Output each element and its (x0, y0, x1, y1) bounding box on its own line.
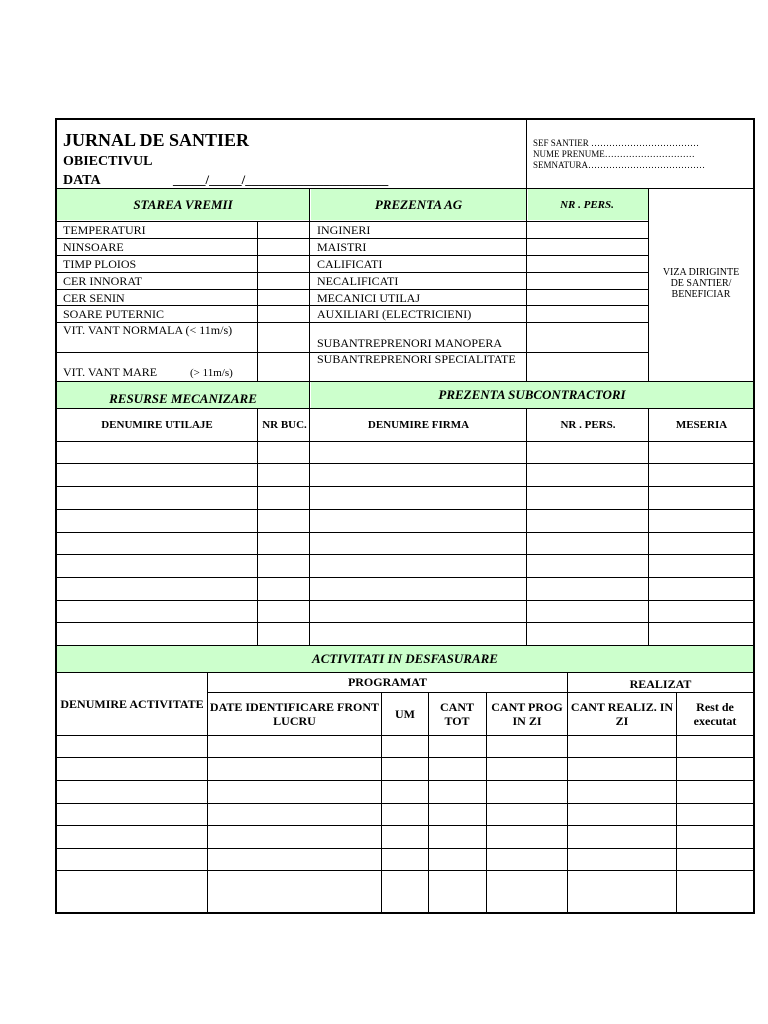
weather-item: CER SENIN (63, 291, 125, 305)
presence-item: MECANICI UTILAJ (317, 291, 420, 305)
date-label: DATA (63, 173, 101, 188)
col-total-qty: CANT TOT (439, 700, 474, 728)
col-company-name: DENUMIRE FIRMA (367, 419, 470, 431)
col-sub-persons: NR . PERS. (560, 418, 616, 431)
site-chief-field[interactable]: SEF SANTIER ……………………………… (533, 138, 700, 148)
col-divider (309, 381, 310, 646)
col-realized: REALIZAT (629, 677, 692, 691)
activity-row-line (56, 803, 754, 804)
section-line (56, 441, 754, 442)
row-line (56, 255, 649, 256)
col-daily-realized-qty: CANT REALIZ. IN ZI (570, 700, 674, 728)
objective-label: OBIECTIVUL (63, 154, 153, 169)
col-profession: MESERIA (675, 419, 728, 431)
presence-item: SUBANTREPRENORI SPECIALITATE (317, 352, 516, 366)
journal-title: JURNAL DE SANTIER (63, 130, 250, 150)
resource-row-line (56, 622, 754, 623)
weather-item-note: (> 11m/s) (190, 367, 233, 379)
presence-item: AUXILIARI (ELECTRICIENI) (317, 307, 472, 321)
row-line (56, 238, 649, 239)
row-line (56, 289, 649, 290)
resources-heading: RESURSE MECANIZARE (109, 391, 257, 406)
resource-row-line (56, 554, 754, 555)
presence-item: NECALIFICATI (317, 274, 399, 288)
col-front-id: DATE IDENTIFICARE FRONT LUCRU (209, 700, 380, 728)
resource-row-line (56, 463, 754, 464)
presence-item: CALIFICATI (317, 257, 383, 271)
activities-header-bottom (56, 735, 754, 736)
header-divider (526, 119, 527, 381)
resource-row-line (56, 509, 754, 510)
frame-right (753, 118, 755, 914)
frame-top (55, 118, 755, 120)
col-programmed: PROGRAMAT (347, 675, 428, 689)
row-line (56, 272, 649, 273)
activity-row-line (56, 848, 754, 849)
frame-bottom (55, 912, 755, 914)
weather-heading: STAREA VREMII (133, 197, 233, 212)
col-daily-planned-qty: CANT PROG IN ZI (491, 699, 563, 728)
viza-label: VIZA DIRIGINTE DE SANTIER/ BENEFICIAR (662, 267, 740, 300)
weather-header-line (56, 221, 649, 222)
weather-item: VIT. VANT MARE (63, 365, 158, 379)
name-field[interactable]: NUME PRENUME………………………… (533, 149, 695, 159)
activity-row-line (56, 757, 754, 758)
col-divider (526, 408, 527, 646)
signature-field[interactable]: SEMNATURA………………………………… (533, 160, 706, 170)
weather-item: SOARE PUTERNIC (63, 307, 165, 321)
weather-item: VIT. VANT NORMALA (< 11m/s) (63, 323, 233, 337)
col-divider (257, 408, 258, 646)
activities-heading: ACTIVITATI IN DESFASURARE (312, 651, 498, 666)
col-equipment-count: NR BUC. (262, 418, 307, 431)
presence-heading: PREZENTA AG (374, 197, 463, 212)
resource-row-line (56, 532, 754, 533)
activity-row-line (56, 870, 754, 871)
col-activity-name: DENUMIRE ACTIVITATE (60, 697, 204, 711)
weather-value-divider (257, 221, 258, 381)
weather-item: NINSOARE (63, 240, 124, 254)
activity-row-line (56, 825, 754, 826)
weather-item: CER INNORAT (63, 274, 143, 288)
resource-row-line (56, 600, 754, 601)
act-col-divider (676, 692, 677, 912)
presence-item: INGINERI (317, 223, 371, 237)
weather-item: TEMPERATURI (63, 223, 146, 237)
col-divider (648, 408, 649, 646)
col-equipment-name: DENUMIRE UTILAJE (101, 419, 213, 431)
presence-nr-pers-heading: NR . PERS. (560, 198, 614, 211)
subcontractors-heading: PREZENTA SUBCONTRACTORI (438, 387, 626, 402)
activity-row-line (56, 780, 754, 781)
act-col-divider (486, 692, 487, 912)
date-field[interactable]: _____/_____/______________________ (173, 172, 389, 187)
presence-item: SUBANTREPRENORI MANOPERA (317, 336, 503, 350)
weather-item: TIMP PLOIOS (63, 257, 137, 271)
resource-row-line (56, 486, 754, 487)
presence-item: MAISTRI (317, 240, 367, 254)
col-um: UM (395, 706, 415, 721)
act-col-divider (428, 692, 429, 912)
col-remaining: Rest de executat (693, 700, 737, 728)
row-line (56, 305, 649, 306)
resource-row-line (56, 577, 754, 578)
